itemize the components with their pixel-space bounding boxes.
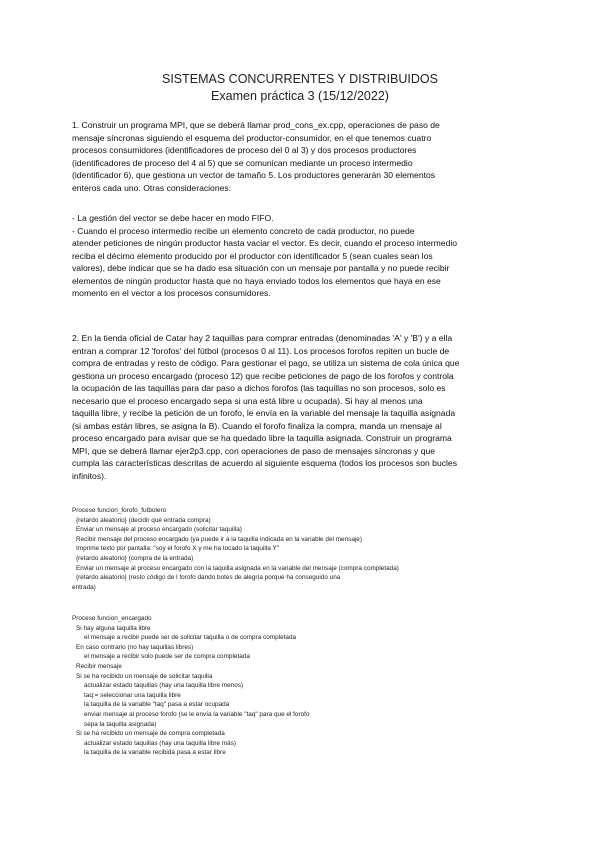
- exercise-2-line: necesario que el proceso encargado sepa si una está libre u ocupada). Si hay al menos una: [72, 395, 423, 406]
- pseudocode-forofo-line: Enviar un mensaje al proceso encargado con la taquilla asignada en la variable del mensaje (compra completada): [76, 564, 399, 572]
- pseudocode-forofo-line: entrada): [72, 583, 96, 591]
- exercise-2-statement: [72, 332, 530, 482]
- pseudocode-encargado-line: enviar mensaje al proceso forofo (se le envía la variable "taq" para que el forofo: [84, 710, 310, 718]
- pseudocode-forofo-line: {retardo aleatorio} (compra de la entrada): [76, 554, 194, 562]
- exercise-2-line: proceso encargado para avisar que se ha quedado libre la taquilla asignada. Construir un programa: [72, 433, 452, 443]
- exercise-1-consideration-line: reciba el décimo elemento producido por el productor con identificador 5 (sean cuales sean los: [72, 250, 433, 261]
- pseudocode-forofo-line: Proceso funcion_forofo_futbolero: [72, 507, 167, 514]
- pseudocode-encargado-line: la taquilla de la variable recibida pasa a estar libre: [84, 749, 226, 757]
- exercise-1-consideration-line: atender peticiones de ningún productor hasta vaciar el vector. Es decir, cuando el proceso intermedio: [72, 238, 458, 248]
- pseudocode-encargado-line: Proceso funcion_encargado: [72, 615, 152, 622]
- pseudocode-forofo-line: Imprime texto por pantalla: "soy el forofo X y me ha tocado la taquilla Y": [76, 545, 279, 553]
- exercise-1-consideration-line: elementos de ningún productor hasta que no haya enviado todos los elementos que haya en ese: [72, 275, 441, 286]
- exercise-2-line: (si ambas están libres, se asigna la B). Cuando el forofo finaliza la compra, manda un mensaje al: [72, 420, 442, 431]
- exercise-2-line: cumpla las características descritas de acuerdo al siguiente esquema (todos los procesos son bucles: [72, 458, 458, 468]
- exercise-1-considerations: [72, 212, 530, 300]
- exercise-1-line: 1. Construir un programa MPI, que se deberá llamar prod_cons_ex.cpp, operaciones de paso de: [72, 120, 440, 130]
- exercise-2-line: taquilla libre, y recibe la petición de un forofo, le envía en la variable del mensaje la taquilla asignada: [72, 408, 456, 418]
- pseudocode-encargado-line: actualizar estado taquillas (hay una taquilla libre más): [84, 739, 237, 747]
- pseudocode-encargado-line: sepa la taquilla asignada): [84, 720, 157, 728]
- pseudocode-encargado-line: Recibir mensaje: [76, 662, 122, 670]
- pseudocode-forofo-line: {retardo aleatorio} (decidir qué entrada compra): [76, 516, 211, 524]
- exercise-1-line: mensaje síncronas siguiendo el esquema del productor-consumidor, en el que tenemos cuatro: [72, 132, 432, 143]
- pseudocode-encargado-line: En caso contrario (no hay taquillas libres): [76, 643, 194, 651]
- pseudocode-forofo-line: Enviar un mensaje al proceso encargado (solicitar taquilla): [76, 526, 242, 534]
- exercise-1-line: (identificador 6), que gestiona un vector de tamaño 5. Los productores generarán 30 elementos: [72, 170, 436, 180]
- pseudocode-forofo-line: Recibir mensaje del proceso encargado (ya puede ir a la taquilla indicada en la variable del mensaje): [76, 535, 362, 543]
- exercise-1-line: procesos consumidores (identificadores de proceso del 0 al 3) y dos procesos productores: [72, 145, 417, 155]
- exercise-2-line: gestiona un proceso encargado (proceso 12) que recibe peticiones de pago de los forofos y controla: [72, 370, 454, 381]
- exercise-1-consideration-line: momento en el vector a los procesos consumidores.: [72, 288, 271, 298]
- pseudocode-forofo-line: {retardo aleatorio} (resto código de l forofo dando botes de alegría porque ha conseguido una: [76, 574, 341, 582]
- exercise-1-statement: [72, 119, 530, 194]
- document-subtitle: Examen práctica 3 (15/12/2022): [211, 89, 389, 103]
- document-title: SISTEMAS CONCURRENTES Y DISTRIBUIDOS: [162, 72, 438, 86]
- exercise-2-line: 2. En la tienda oficial de Catar hay 2 taquillas para comprar entradas (denominadas 'A' y 'B') y a ella: [72, 333, 453, 343]
- exercise-2-line: la ocupación de las taquillas para dar paso a dichos forofos (las taquillas no son procesos, solo es: [72, 383, 446, 393]
- exercise-2-line: entran a comprar 12 'forofos' del fútbol (procesos 0 al 11). Los procesos forofos repiten un bucle de: [72, 345, 450, 356]
- pseudocode-encargado-line: Si se ha recibido un mensaje de compra completada: [76, 730, 225, 738]
- exercise-1-line: (identificadores de proceso del 4 al 5) que se comunican mediante un proceso intermedio: [72, 157, 413, 168]
- exercise-1-consideration-line: valores), debe indicar que se ha dado esa situación con un mensaje por pantalla y no puede recibir: [72, 263, 450, 273]
- exercise-2-line: compra de entradas y resto de código. Para gestionar el pago, se utiliza un sistema de cola única que: [72, 358, 460, 368]
- pseudocode-encargado-line: el mensaje a recibir puede ser de solicitar taquilla o de compra completada: [84, 634, 297, 642]
- exercise-1-consideration-line: - La gestión del vector se debe hacer en modo FIFO.: [72, 213, 274, 223]
- pseudocode-encargado: [72, 614, 542, 758]
- exercise-1-line: enteros cada uno. Otras consideraciones:: [72, 182, 232, 193]
- pseudocode-forofo: [72, 506, 542, 592]
- pseudocode-encargado-line: actualizar estado taquillas (hay una taquilla libre menos): [84, 682, 244, 690]
- pseudocode-encargado-line: Si hay alguna taquilla libre: [76, 624, 151, 632]
- exercise-1-consideration-line: - Cuando el proceso intermedio recibe un elemento concreto de cada productor, no puede: [72, 225, 415, 236]
- pseudocode-encargado-line: taq:= seleccionar una taquilla libre: [84, 691, 181, 699]
- exercise-2-line: MPI, que se deberá llamar ejer2p3.cpp, con operaciones de paso de mensajes síncronas y que: [72, 445, 436, 456]
- pseudocode-encargado-line: la taquilla de la variable "taq" pasa a estar ocupada: [84, 701, 230, 709]
- pseudocode-encargado-line: Si se ha recibido un mensaje de solicitar taquilla: [76, 672, 213, 680]
- exercise-2-line: infinitos).: [72, 470, 107, 481]
- pseudocode-encargado-line: el mensaje a recibir solo puede ser de compra completada: [84, 653, 250, 661]
